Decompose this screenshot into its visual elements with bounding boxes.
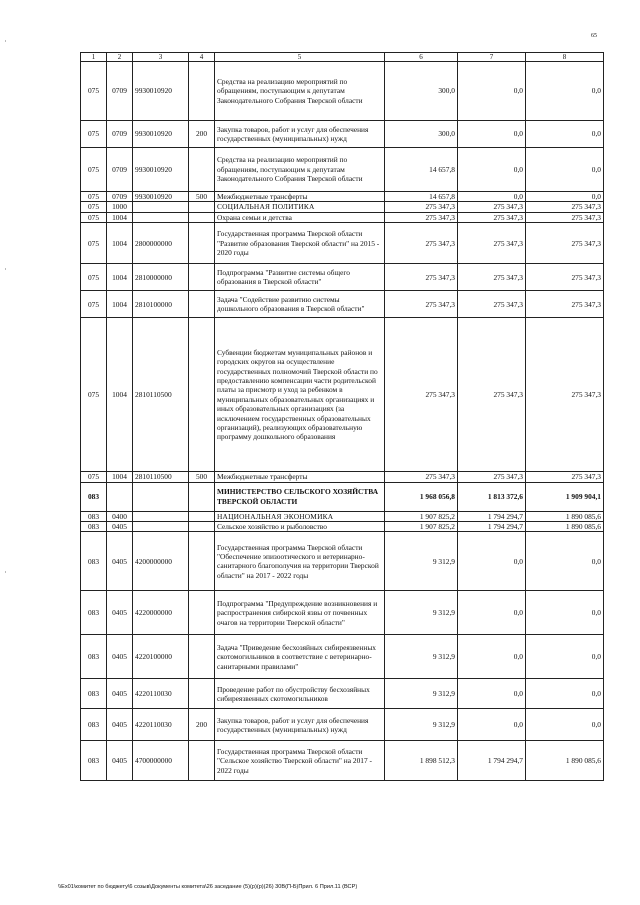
cell-c1: 083 (81, 741, 107, 781)
header-cell: 7 (458, 53, 526, 62)
cell-c7: 0,0 (458, 709, 526, 741)
cell-c4 (189, 148, 215, 192)
cell-c4 (189, 264, 215, 291)
cell-c1: 083 (81, 482, 107, 511)
cell-c8: 0,0 (526, 121, 604, 148)
cell-c7: 1 813 372,6 (458, 482, 526, 511)
cell-c5: Сельское хозяйство и рыболовство (215, 522, 385, 532)
cell-c3 (133, 202, 189, 212)
cell-c2: 1004 (107, 264, 133, 291)
cell-c3: 2810110500 (133, 472, 189, 482)
table-row (81, 121, 604, 148)
header-cell: 5 (215, 53, 385, 62)
cell-c1: 083 (81, 679, 107, 709)
cell-c8: 1 890 085,6 (526, 741, 604, 781)
cell-c2: 0405 (107, 679, 133, 709)
cell-c5: Средства на реализацию мероприятий по обращениям, поступающим к депутатам Законодательного Собрания Тверской области (215, 62, 385, 121)
cell-c6: 9 312,9 (385, 709, 458, 741)
cell-c2: 1004 (107, 318, 133, 472)
cell-c8: 0,0 (526, 709, 604, 741)
cell-c2: 0405 (107, 741, 133, 781)
cell-c3: 4220110030 (133, 679, 189, 709)
table-row (81, 62, 604, 121)
cell-c6: 300,0 (385, 62, 458, 121)
cell-c6: 275 347,3 (385, 318, 458, 472)
cell-c4 (189, 741, 215, 781)
cell-c5: Субвенции бюджетам муниципальных районов и городских округов на осуществление государственных полномочий Тверской области по предоставлению компенсации части родительской платы за присмотр и уход за ребенком в муниципальных образовательных организациях и иных образовательных организациях (за исключением государственных образовательных организаций), реализующих образовательную программу дошкольного образования (215, 318, 385, 472)
cell-c3: 4700000000 (133, 741, 189, 781)
cell-c6: 275 347,3 (385, 291, 458, 318)
cell-c2: 0405 (107, 522, 133, 532)
cell-c6: 9 312,9 (385, 635, 458, 679)
cell-c7: 1 794 294,7 (458, 741, 526, 781)
cell-c3: 9930010920 (133, 62, 189, 121)
cell-c5: Охрана семьи и детства (215, 212, 385, 222)
cell-c4 (189, 522, 215, 532)
table-row (81, 202, 604, 212)
cell-c3: 2810000000 (133, 264, 189, 291)
cell-c2 (107, 482, 133, 511)
cell-c7: 0,0 (458, 62, 526, 121)
header-cell: 6 (385, 53, 458, 62)
cell-c6: 275 347,3 (385, 264, 458, 291)
cell-c2: 0400 (107, 511, 133, 521)
cell-c7: 0,0 (458, 679, 526, 709)
cell-c4: 500 (189, 192, 215, 202)
cell-c5: Задача "Содействие развитию системы дошкольного образования в Тверской области" (215, 291, 385, 318)
cell-c1: 075 (81, 202, 107, 212)
table-row (81, 223, 604, 264)
cell-c7: 0,0 (458, 121, 526, 148)
cell-c8: 275 347,3 (526, 264, 604, 291)
scan-mark (5, 571, 6, 573)
cell-c7: 275 347,3 (458, 223, 526, 264)
table-row (81, 511, 604, 521)
cell-c3: 9930010920 (133, 148, 189, 192)
table-row (81, 591, 604, 635)
cell-c5: Проведение работ по обустройству бесхозяйных сибиреязвенных скотомогильников (215, 679, 385, 709)
scan-mark (5, 268, 6, 270)
cell-c1: 075 (81, 212, 107, 222)
budget-table (80, 52, 604, 781)
cell-c2: 0709 (107, 62, 133, 121)
header-row (81, 53, 604, 62)
cell-c5: СОЦИАЛЬНАЯ ПОЛИТИКА (215, 202, 385, 212)
cell-c5: Межбюджетные трансферты (215, 192, 385, 202)
scan-mark (5, 40, 6, 42)
cell-c7: 275 347,3 (458, 202, 526, 212)
cell-c8: 275 347,3 (526, 472, 604, 482)
cell-c1: 075 (81, 264, 107, 291)
cell-c7: 275 347,3 (458, 291, 526, 318)
table-row (81, 635, 604, 679)
cell-c1: 083 (81, 709, 107, 741)
cell-c3: 4220000000 (133, 591, 189, 635)
cell-c7: 275 347,3 (458, 472, 526, 482)
cell-c3: 4200000000 (133, 532, 189, 591)
cell-c6: 9 312,9 (385, 679, 458, 709)
header-cell: 3 (133, 53, 189, 62)
cell-c7: 0,0 (458, 591, 526, 635)
cell-c2: 0405 (107, 591, 133, 635)
table-row (81, 148, 604, 192)
cell-c7: 1 794 294,7 (458, 522, 526, 532)
cell-c7: 1 794 294,7 (458, 511, 526, 521)
cell-c8: 275 347,3 (526, 202, 604, 212)
cell-c4: 500 (189, 472, 215, 482)
cell-c5: Государственная программа Тверской области "Обеспечение эпизоотического и ветеринарно-санитарного благополучия на территории Тверской области" на 2017 - 2022 годы (215, 532, 385, 591)
cell-c5: МИНИСТЕРСТВО СЕЛЬСКОГО ХОЗЯЙСТВА ТВЕРСКОЙ ОБЛАСТИ (215, 482, 385, 511)
cell-c7: 275 347,3 (458, 318, 526, 472)
cell-c5: Средства на реализацию мероприятий по обращениям, поступающим к депутатам Законодательного Собрания Тверской области (215, 148, 385, 192)
cell-c8: 0,0 (526, 591, 604, 635)
cell-c6: 9 312,9 (385, 591, 458, 635)
table-row (81, 291, 604, 318)
table-row (81, 522, 604, 532)
cell-c3 (133, 482, 189, 511)
cell-c6: 300,0 (385, 121, 458, 148)
cell-c3: 2800000000 (133, 223, 189, 264)
cell-c1: 083 (81, 591, 107, 635)
cell-c3: 2810110500 (133, 318, 189, 472)
cell-c5: Межбюджетные трансферты (215, 472, 385, 482)
cell-c3: 4220110030 (133, 709, 189, 741)
cell-c3 (133, 212, 189, 222)
cell-c8: 0,0 (526, 192, 604, 202)
cell-c8: 0,0 (526, 532, 604, 591)
cell-c7: 0,0 (458, 192, 526, 202)
cell-c4 (189, 291, 215, 318)
cell-c4 (189, 223, 215, 264)
cell-c4 (189, 635, 215, 679)
cell-c2: 0405 (107, 532, 133, 591)
cell-c1: 083 (81, 511, 107, 521)
cell-c2: 1004 (107, 291, 133, 318)
cell-c3: 2810100000 (133, 291, 189, 318)
cell-c3 (133, 522, 189, 532)
cell-c8: 0,0 (526, 62, 604, 121)
cell-c1: 075 (81, 472, 107, 482)
cell-c2: 0405 (107, 635, 133, 679)
table-row (81, 482, 604, 511)
cell-c4: 200 (189, 121, 215, 148)
cell-c4 (189, 532, 215, 591)
cell-c8: 275 347,3 (526, 318, 604, 472)
cell-c4 (189, 62, 215, 121)
table-row (81, 318, 604, 472)
cell-c5: Подпрограмма "Развитие системы общего образования в Тверской области" (215, 264, 385, 291)
cell-c6: 275 347,3 (385, 202, 458, 212)
cell-c1: 083 (81, 522, 107, 532)
cell-c5: Закупка товаров, работ и услуг для обеспечения государственных (муниципальных) нужд (215, 709, 385, 741)
cell-c8: 275 347,3 (526, 223, 604, 264)
cell-c5: Подпрограмма "Предупреждение возникновения и распространения сибирской язвы от почвенных очагов на территории Тверской области" (215, 591, 385, 635)
cell-c6: 1 907 825,2 (385, 511, 458, 521)
table-row (81, 741, 604, 781)
cell-c6: 275 347,3 (385, 212, 458, 222)
cell-c3 (133, 511, 189, 521)
header-cell: 1 (81, 53, 107, 62)
cell-c4 (189, 212, 215, 222)
cell-c4 (189, 511, 215, 521)
cell-c3: 9930010920 (133, 192, 189, 202)
cell-c4 (189, 202, 215, 212)
cell-c5: Государственная программа Тверской области "Сельское хозяйство Тверской области" на 2017 - 2022 годы (215, 741, 385, 781)
page-number: 65 (591, 33, 597, 39)
cell-c7: 275 347,3 (458, 212, 526, 222)
cell-c5: Государственная программа Тверской области "Развитие образования Тверской области" на 2015 - 2020 годы (215, 223, 385, 264)
cell-c4 (189, 679, 215, 709)
cell-c1: 075 (81, 318, 107, 472)
cell-c8: 275 347,3 (526, 212, 604, 222)
cell-c7: 0,0 (458, 532, 526, 591)
cell-c1: 075 (81, 62, 107, 121)
cell-c8: 275 347,3 (526, 291, 604, 318)
table-row (81, 264, 604, 291)
header-cell: 2 (107, 53, 133, 62)
cell-c3: 9930010920 (133, 121, 189, 148)
cell-c5: НАЦИОНАЛЬНАЯ ЭКОНОМИКА (215, 511, 385, 521)
cell-c6: 9 312,9 (385, 532, 458, 591)
cell-c8: 1 890 085,6 (526, 522, 604, 532)
cell-c2: 0709 (107, 121, 133, 148)
cell-c1: 075 (81, 192, 107, 202)
table-row (81, 709, 604, 741)
cell-c8: 1 909 904,1 (526, 482, 604, 511)
cell-c1: 083 (81, 532, 107, 591)
cell-c2: 1000 (107, 202, 133, 212)
cell-c6: 1 968 056,8 (385, 482, 458, 511)
cell-c6: 275 347,3 (385, 223, 458, 264)
cell-c3: 4220100000 (133, 635, 189, 679)
cell-c2: 0709 (107, 148, 133, 192)
table-row (81, 472, 604, 482)
table-row (81, 212, 604, 222)
table-row (81, 679, 604, 709)
cell-c7: 275 347,3 (458, 264, 526, 291)
cell-c8: 0,0 (526, 148, 604, 192)
cell-c5: Задача "Приведение бесхозяйных сибиреязвенных скотомогильников в соответствие с ветеринарно-санитарными правилами" (215, 635, 385, 679)
cell-c4 (189, 318, 215, 472)
header-cell: 4 (189, 53, 215, 62)
cell-c1: 075 (81, 291, 107, 318)
table-row (81, 532, 604, 591)
cell-c6: 14 657,8 (385, 192, 458, 202)
cell-c1: 083 (81, 635, 107, 679)
cell-c6: 14 657,8 (385, 148, 458, 192)
cell-c4 (189, 482, 215, 511)
table-row (81, 192, 604, 202)
cell-c6: 275 347,3 (385, 472, 458, 482)
cell-c2: 0709 (107, 192, 133, 202)
file-path-footer: \\Ex01\комитет по бюджету\6 созыв\Документы комитета\26 заседание (5)(р)(р)(26) 30В(П-Б)Прил. 6 Прил.11 (ВСР) (58, 884, 358, 890)
cell-c8: 0,0 (526, 635, 604, 679)
cell-c7: 0,0 (458, 635, 526, 679)
cell-c1: 075 (81, 148, 107, 192)
cell-c1: 075 (81, 121, 107, 148)
cell-c2: 1004 (107, 223, 133, 264)
cell-c2: 0405 (107, 709, 133, 741)
cell-c2: 1004 (107, 212, 133, 222)
cell-c4: 200 (189, 709, 215, 741)
cell-c8: 1 890 085,6 (526, 511, 604, 521)
header-cell: 8 (526, 53, 604, 62)
cell-c2: 1004 (107, 472, 133, 482)
cell-c4 (189, 591, 215, 635)
cell-c7: 0,0 (458, 148, 526, 192)
cell-c6: 1 898 512,3 (385, 741, 458, 781)
cell-c8: 0,0 (526, 679, 604, 709)
cell-c6: 1 907 825,2 (385, 522, 458, 532)
cell-c5: Закупка товаров, работ и услуг для обеспечения государственных (муниципальных) нужд (215, 121, 385, 148)
cell-c1: 075 (81, 223, 107, 264)
